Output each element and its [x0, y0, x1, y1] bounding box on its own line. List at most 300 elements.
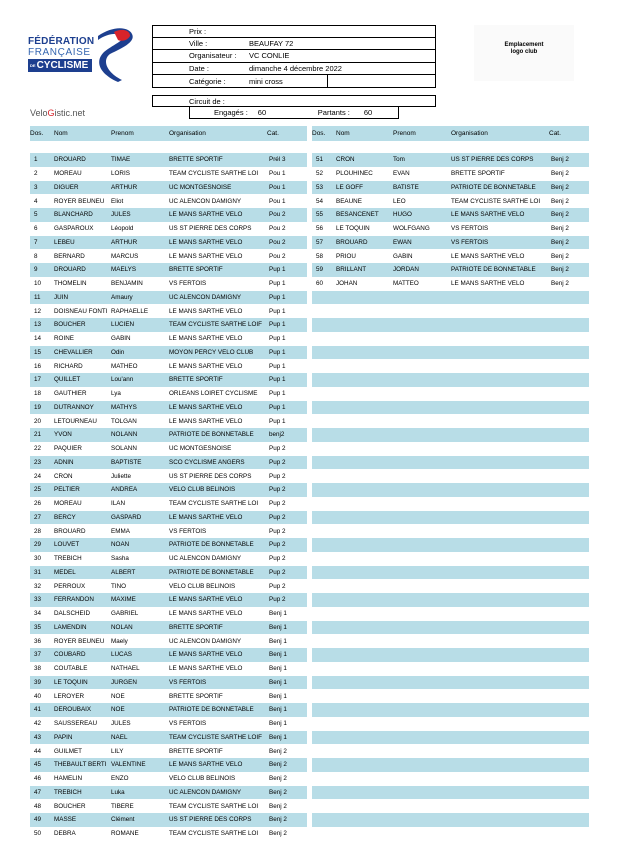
table-row: [30, 689, 307, 703]
prenom-cell: SOLANN: [111, 445, 137, 453]
organisation-cell: TEAM CYCLISTE SARTHE LOI: [169, 170, 259, 178]
table-row: [30, 813, 307, 827]
table-row: [312, 181, 589, 195]
cat-cell: Benj 1: [267, 607, 303, 621]
organisation-cell: LE MANS SARTHE VELO: [169, 307, 243, 315]
empty-row: [312, 332, 589, 346]
dos-cell: 58: [316, 252, 324, 260]
organisation-cell: VELO CLUB BELINOIS: [169, 582, 236, 590]
dos-cell: 32: [34, 582, 42, 590]
nom-cell: BEAUNE: [336, 197, 362, 205]
cat-cell: Pou 2: [267, 249, 303, 263]
header-prenom: Prenom: [111, 129, 134, 137]
organisation-cell: LE MANS SARTHE VELO: [169, 596, 243, 604]
dos-cell: 34: [34, 610, 42, 618]
table-row: [312, 249, 589, 263]
race-info-box: [152, 25, 436, 88]
prenom-cell: NAEL: [111, 733, 128, 741]
organisation-cell: LE MANS SARTHE VELO: [169, 362, 243, 370]
dos-cell: 27: [34, 513, 42, 521]
dos-cell: 50: [34, 830, 42, 838]
prenom-cell: NATHAEL: [111, 665, 140, 673]
logo-line-3-prefix: DE: [30, 63, 36, 68]
cat-cell: Pou 2: [267, 208, 303, 222]
cat-cell: Benj 2: [549, 222, 585, 236]
dos-cell: 13: [34, 321, 42, 329]
engages-label: Engagés :: [214, 108, 248, 117]
logo-line-3-text: CYCLISME: [36, 60, 89, 72]
prenom-cell: ARTHUR: [111, 238, 138, 246]
cat-cell: Pup 1: [267, 387, 303, 401]
prenom-cell: Sasha: [111, 555, 129, 563]
categorie-value: mini cross: [249, 76, 283, 86]
riders-table-left: [30, 126, 307, 841]
organisation-cell: LE MANS SARTHE VELO: [169, 211, 243, 219]
table-row: [30, 222, 307, 236]
dos-cell: 18: [34, 390, 42, 398]
prenom-cell: MAELYS: [111, 266, 137, 274]
club-logo-placeholder: [474, 25, 574, 81]
organisation-cell: LE MANS SARTHE VELO: [169, 665, 243, 673]
organisation-cell: PATRIOTE DE BONNETABLE: [451, 183, 536, 191]
cat-cell: Benj 2: [549, 167, 585, 181]
partants-label: Partants :: [317, 108, 350, 117]
dos-cell: 10: [34, 280, 42, 288]
table-row: [312, 208, 589, 222]
cat-cell: Pup 1: [267, 318, 303, 332]
cat-cell: Benj 2: [267, 827, 303, 841]
empty-row: [312, 634, 589, 648]
organisation-cell: BRETTE SPORTIF: [169, 266, 223, 274]
table-row: [30, 799, 307, 813]
table-header: [30, 126, 307, 141]
cat-cell: Pup 2: [267, 524, 303, 538]
info-row-ville: [152, 38, 436, 51]
cat-cell: Pup 2: [267, 566, 303, 580]
empty-row: [312, 359, 589, 373]
empty-row: [312, 401, 589, 415]
categorie-divider: [327, 75, 328, 87]
header-cat: Cat.: [549, 129, 561, 137]
empty-row: [312, 373, 589, 387]
cat-cell: Pup 1: [267, 277, 303, 291]
prenom-cell: GABRIEL: [111, 610, 139, 618]
empty-row: [312, 703, 589, 717]
nom-cell: CRON: [336, 156, 355, 164]
organisation-cell: TEAM CYCLISTE SARTHE LOI: [169, 830, 259, 838]
cat-cell: Benj 2: [267, 758, 303, 772]
nom-cell: JUIN: [54, 293, 68, 301]
dos-cell: 44: [34, 747, 42, 755]
empty-row: [312, 731, 589, 745]
prenom-cell: Léopold: [111, 225, 134, 233]
cat-cell: Pup 1: [267, 304, 303, 318]
empty-row: [312, 813, 589, 827]
nom-cell: ADNIN: [54, 458, 74, 466]
organisation-cell: PATRIOTE DE BONNETABLE: [169, 541, 254, 549]
dos-cell: 3: [34, 183, 38, 191]
dos-cell: 52: [316, 170, 324, 178]
table-row: [30, 593, 307, 607]
empty-row: [312, 456, 589, 470]
dos-cell: 59: [316, 266, 324, 274]
organisation-cell: LE MANS SARTHE VELO: [451, 211, 525, 219]
nom-cell: THOMELIN: [54, 280, 87, 288]
cat-cell: Pup 1: [267, 373, 303, 387]
nom-cell: BLANCHARD: [54, 211, 93, 219]
organisateur-label: Organisateur :: [189, 51, 237, 61]
table-row: [30, 827, 307, 841]
nom-cell: CRON: [54, 472, 73, 480]
dos-cell: 46: [34, 775, 42, 783]
cat-cell: Benj 2: [549, 208, 585, 222]
dos-cell: 48: [34, 802, 42, 810]
organisation-cell: LE MANS SARTHE VELO: [169, 513, 243, 521]
header-dos: Dos.: [312, 129, 326, 137]
prenom-cell: Luka: [111, 788, 125, 796]
cat-cell: Benj 2: [549, 153, 585, 167]
cat-cell: Pou 1: [267, 194, 303, 208]
dos-cell: 30: [34, 555, 42, 563]
nom-cell: MASSE: [54, 816, 77, 824]
dos-cell: 39: [34, 678, 42, 686]
table-row: [30, 277, 307, 291]
nom-cell: COUBARD: [54, 651, 86, 659]
nom-cell: MOREAU: [54, 500, 82, 508]
info-row-date: [152, 63, 436, 76]
prenom-cell: MARCUS: [111, 252, 139, 260]
table-body: [30, 153, 307, 841]
cat-cell: Benj 2: [549, 194, 585, 208]
organisation-cell: VS FERTOIS: [169, 678, 207, 686]
empty-row: [312, 689, 589, 703]
velogistic-part-1: Velo: [30, 108, 48, 118]
dos-cell: 43: [34, 733, 42, 741]
prenom-cell: ROMANE: [111, 830, 139, 838]
empty-row: [312, 676, 589, 690]
logo-line-3: [30, 59, 88, 72]
empty-row: [312, 497, 589, 511]
cat-cell: Benj 1: [267, 731, 303, 745]
engages-value: 60: [257, 108, 267, 117]
cat-cell: Pup 2: [267, 442, 303, 456]
nom-cell: RICHARD: [54, 362, 83, 370]
empty-row: [312, 291, 589, 305]
nom-cell: LEBEU: [54, 238, 75, 246]
nom-cell: PELTIER: [54, 486, 80, 494]
cat-cell: Pou 2: [267, 222, 303, 236]
cat-cell: Benj 2: [549, 181, 585, 195]
cat-cell: Benj 1: [267, 676, 303, 690]
nom-cell: BERCY: [54, 513, 76, 521]
table-row: [30, 566, 307, 580]
nom-cell: ROYER BEUNEU: [54, 197, 105, 205]
cat-cell: Pup 1: [267, 414, 303, 428]
header-spacer: [312, 141, 589, 154]
table-row: [30, 167, 307, 181]
organisation-cell: US ST PIERRE DES CORPS: [451, 156, 534, 164]
date-value: dimanche 4 décembre 2022: [249, 64, 342, 74]
cat-cell: Benj 2: [267, 799, 303, 813]
cat-cell: Benj 1: [267, 634, 303, 648]
organisation-cell: PATRIOTE DE BONNETABLE: [169, 431, 254, 439]
empty-row: [312, 662, 589, 676]
dos-cell: 11: [34, 293, 41, 301]
prenom-cell: Eliot: [111, 197, 124, 205]
prenom-cell: EVAN: [393, 170, 410, 178]
prenom-cell: GASPARD: [111, 513, 142, 521]
empty-row: [312, 579, 589, 593]
table-row: [30, 744, 307, 758]
cat-cell: Benj 2: [549, 263, 585, 277]
nom-cell: FERRANDON: [54, 596, 94, 604]
table-row: [30, 387, 307, 401]
prenom-cell: TINO: [111, 582, 127, 590]
organisation-cell: LE MANS SARTHE VELO: [169, 610, 243, 618]
table-row: [30, 249, 307, 263]
info-row-organisateur: [152, 50, 436, 63]
prenom-cell: LILY: [111, 747, 124, 755]
empty-row: [312, 387, 589, 401]
cat-cell: Benj 2: [549, 236, 585, 250]
dos-cell: 41: [34, 706, 42, 714]
table-row: [30, 373, 307, 387]
cat-cell: Benj 1: [267, 621, 303, 635]
prenom-cell: JULES: [111, 211, 131, 219]
empty-row: [312, 566, 589, 580]
table-row: [30, 607, 307, 621]
empty-row: [312, 772, 589, 786]
cat-cell: Benj 2: [549, 249, 585, 263]
prenom-cell: NOLANN: [111, 431, 138, 439]
prenom-cell: RAPHAELLE: [111, 307, 149, 315]
prenom-cell: BENJAMIN: [111, 280, 143, 288]
dos-cell: 21: [34, 431, 42, 439]
organisation-cell: LE MANS SARTHE VELO: [169, 238, 243, 246]
nom-cell: LE TOQUIN: [54, 678, 88, 686]
empty-row: [312, 593, 589, 607]
table-row: [30, 703, 307, 717]
organisation-cell: MOYON PERCY VELO CLUB: [169, 348, 254, 356]
dos-cell: 35: [34, 623, 42, 631]
nom-cell: ROYER BEUNEU: [54, 637, 105, 645]
prenom-cell: EMMA: [111, 527, 130, 535]
dos-cell: 8: [34, 252, 38, 260]
prenom-cell: MAXIME: [111, 596, 136, 604]
organisation-cell: SCO CYCLISME ANGERS: [169, 458, 245, 466]
organisation-cell: UC MONTGESNOISE: [169, 445, 232, 453]
nom-cell: LE TOQUIN: [336, 225, 370, 233]
organisation-cell: VS FERTOIS: [169, 280, 207, 288]
nom-cell: PERROUX: [54, 582, 86, 590]
nom-cell: GASPAROUX: [54, 225, 94, 233]
organisation-cell: VS FERTOIS: [169, 720, 207, 728]
nom-cell: BOUCHER: [54, 802, 86, 810]
nom-cell: DROUARD: [54, 266, 86, 274]
dos-cell: 20: [34, 417, 42, 425]
table-row: [30, 524, 307, 538]
nom-cell: BERNARD: [54, 252, 85, 260]
dos-cell: 57: [316, 238, 324, 246]
table-row: [30, 414, 307, 428]
organisation-cell: BRETTE SPORTIF: [169, 692, 223, 700]
nom-cell: COUTABLE: [54, 665, 88, 673]
prenom-cell: TIMAE: [111, 156, 131, 164]
prenom-cell: VALENTINE: [111, 761, 146, 769]
dos-cell: 47: [34, 788, 42, 796]
ffc-logo: [28, 26, 148, 84]
nom-cell: LE GOFF: [336, 183, 363, 191]
prenom-cell: GABIN: [393, 252, 413, 260]
header-nom: Nom: [54, 129, 68, 137]
prix-label: Prix :: [189, 26, 207, 36]
organisation-cell: UC ALENCON DAMIGNY: [169, 555, 242, 563]
table-row: [30, 194, 307, 208]
organisation-cell: VELO CLUB BELINOIS: [169, 775, 236, 783]
cat-cell: Benj 1: [267, 648, 303, 662]
prenom-cell: Odin: [111, 348, 125, 356]
table-row: [30, 401, 307, 415]
cat-cell: Pup 2: [267, 511, 303, 525]
empty-row: [312, 648, 589, 662]
dos-cell: 23: [34, 458, 42, 466]
empty-row: [312, 744, 589, 758]
dos-cell: 53: [316, 183, 324, 191]
organisation-cell: TEAM CYCLISTE SARTHE LOI: [169, 500, 259, 508]
prenom-cell: JURGEN: [111, 678, 137, 686]
prenom-cell: MATHYS: [111, 403, 137, 411]
info-row-categorie: [152, 75, 436, 88]
nom-cell: LOUVET: [54, 541, 80, 549]
nom-cell: DROUARD: [54, 156, 86, 164]
prenom-cell: ILAN: [111, 500, 125, 508]
prenom-cell: BATISTE: [393, 183, 419, 191]
table-row: [312, 194, 589, 208]
table-row: [30, 731, 307, 745]
table-row: [30, 469, 307, 483]
table-row: [30, 648, 307, 662]
prenom-cell: EWAN: [393, 238, 412, 246]
prenom-cell: MATTEO: [393, 280, 419, 288]
dos-cell: 14: [34, 335, 42, 343]
riders-table-right: [312, 126, 589, 841]
ville-value: BEAUFAY 72: [249, 38, 294, 48]
empty-row: [312, 538, 589, 552]
prenom-cell: ENZO: [111, 775, 129, 783]
prenom-cell: JORDAN: [393, 266, 419, 274]
organisation-cell: LE MANS SARTHE VELO: [169, 252, 243, 260]
organisation-cell: UC ALENCON DAMIGNY: [169, 637, 242, 645]
nom-cell: LAMENDIN: [54, 623, 87, 631]
dos-cell: 2: [34, 170, 38, 178]
logo-line-2: FRANÇAISE: [28, 47, 91, 58]
dos-cell: 49: [34, 816, 42, 824]
prenom-cell: Tom: [393, 156, 405, 164]
organisation-cell: UC ALENCON DAMIGNY: [169, 788, 242, 796]
empty-row: [312, 717, 589, 731]
organisation-cell: VELO CLUB BELINOIS: [169, 486, 236, 494]
table-row: [312, 236, 589, 250]
dos-cell: 25: [34, 486, 42, 494]
prenom-cell: GABIN: [111, 335, 131, 343]
organisation-cell: LE MANS SARTHE VELO: [169, 651, 243, 659]
organisation-cell: LE MANS SARTHE VELO: [169, 417, 243, 425]
organisation-cell: US ST PIERRE DES CORPS: [169, 816, 252, 824]
table-row: [30, 579, 307, 593]
categorie-label: Catégorie :: [189, 76, 226, 86]
cat-cell: Benj 1: [267, 717, 303, 731]
date-label: Date :: [189, 64, 210, 74]
empty-row: [312, 552, 589, 566]
dos-cell: 33: [34, 596, 42, 604]
empty-row: [312, 786, 589, 800]
cat-cell: Pup 2: [267, 483, 303, 497]
cat-cell: Benj 2: [267, 813, 303, 827]
dos-cell: 26: [34, 500, 42, 508]
organisation-cell: VS FERTOIS: [169, 527, 207, 535]
circuit-row: [152, 95, 436, 107]
cat-cell: Pup 1: [267, 263, 303, 277]
prenom-cell: Lya: [111, 390, 121, 398]
empty-row: [312, 428, 589, 442]
prenom-cell: LORIS: [111, 170, 130, 178]
nom-cell: BESANCENET: [336, 211, 379, 219]
nom-cell: PAPIN: [54, 733, 73, 741]
organisation-cell: BRETTE SPORTIF: [169, 747, 223, 755]
organisation-cell: LE MANS SARTHE VELO: [169, 403, 243, 411]
cat-cell: Benj 2: [267, 786, 303, 800]
dos-cell: 19: [34, 403, 42, 411]
organisation-cell: BRETTE SPORTIF: [169, 623, 223, 631]
empty-row: [312, 524, 589, 538]
table-row: [30, 304, 307, 318]
dos-cell: 31: [34, 568, 42, 576]
velogistic-part-2: G: [47, 108, 55, 118]
organisation-cell: LE MANS SARTHE VELO: [451, 252, 525, 260]
nom-cell: DALSCHEID: [54, 610, 91, 618]
dos-cell: 15: [34, 348, 42, 356]
empty-row: [312, 511, 589, 525]
dos-cell: 42: [34, 720, 42, 728]
organisateur-value: VC CONLIE: [249, 51, 290, 61]
organisation-cell: LE MANS SARTHE VELO: [169, 761, 243, 769]
cat-cell: Pup 2: [267, 552, 303, 566]
organisation-cell: PATRIOTE DE BONNETABLE: [169, 568, 254, 576]
table-row: [30, 717, 307, 731]
table-body: [312, 153, 589, 841]
table-row: [30, 153, 307, 167]
table-row: [30, 634, 307, 648]
nom-cell: PRIOU: [336, 252, 356, 260]
empty-row: [312, 827, 589, 841]
dos-cell: 56: [316, 225, 324, 233]
dos-cell: 29: [34, 541, 42, 549]
cat-cell: Pup 1: [267, 401, 303, 415]
organisation-cell: VS FERTOIS: [451, 225, 489, 233]
table-row: [30, 552, 307, 566]
dos-cell: 12: [34, 307, 42, 315]
circuit-label: Circuit de :: [189, 96, 225, 106]
table-row: [30, 318, 307, 332]
nom-cell: PLOUHINEC: [336, 170, 373, 178]
organisation-cell: LE MANS SARTHE VELO: [451, 280, 525, 288]
prenom-cell: MATHEO: [111, 362, 138, 370]
prenom-cell: BAPTISTE: [111, 458, 142, 466]
dos-cell: 1: [34, 156, 38, 164]
nom-cell: HAMELIN: [54, 775, 82, 783]
header-spacer: [30, 141, 307, 154]
prenom-cell: Maely: [111, 637, 128, 645]
